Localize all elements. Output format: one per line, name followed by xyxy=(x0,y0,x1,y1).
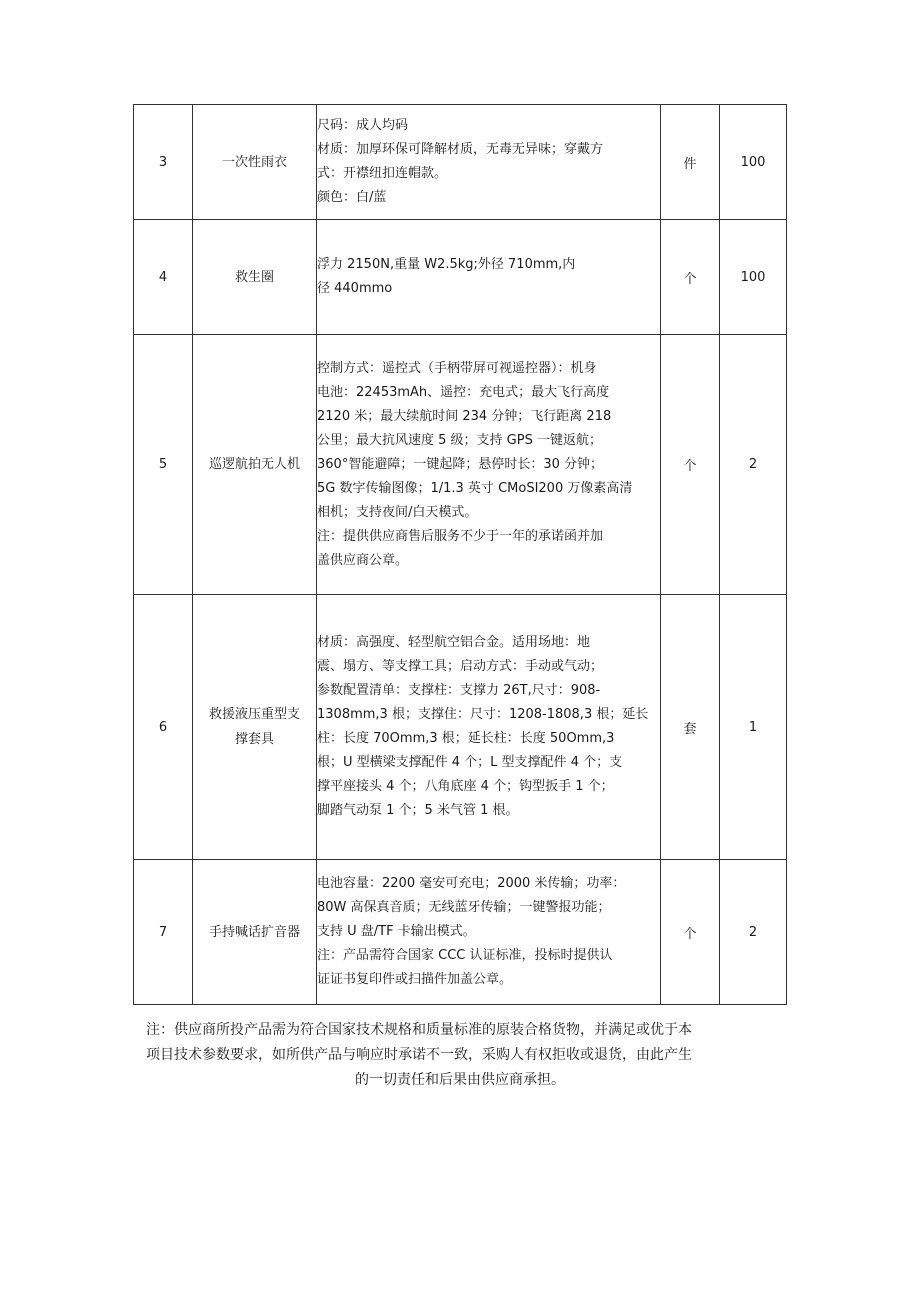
row-index: 7 xyxy=(134,860,193,1005)
spec-line: 2120 米；最大续航时间 234 分钟；飞行距离 218 xyxy=(317,408,612,424)
spec-line: 盖供应商公章。 xyxy=(317,552,409,568)
item-name xyxy=(193,595,317,860)
item-spec xyxy=(317,105,661,220)
item-unit: 件 xyxy=(661,105,720,220)
spec-table xyxy=(133,104,787,1005)
spec-line: 式：开襟纽扣连帽款。 xyxy=(317,166,448,181)
row-index: 4 xyxy=(134,220,193,335)
spec-line: 相机；支持夜间/白天模式。 xyxy=(317,504,478,520)
item-qty: 2 xyxy=(720,335,787,595)
table-row xyxy=(134,595,787,860)
spec-line: 脚踏气动泵 1 个；5 米气管 1 根。 xyxy=(317,803,519,818)
spec-line: 柱：长度 70Omm,3 根；延长柱：长度 50Omm,3 xyxy=(317,731,615,746)
spec-line: 浮力 2150N,重量 W2.5kg;外径 710mm,内 xyxy=(317,257,576,272)
item-spec xyxy=(317,595,661,860)
item-qty: 100 xyxy=(720,105,787,220)
table-row xyxy=(134,105,787,220)
spec-line: 震、塌方、等支撑工具；启动方式：手动或气动； xyxy=(317,659,604,674)
spec-line: 360°智能避障；一键起降；悬停时长：30 分钟； xyxy=(317,456,603,472)
row-index: 3 xyxy=(134,105,193,220)
row-index: 6 xyxy=(134,595,193,860)
item-qty: 100 xyxy=(720,220,787,335)
item-spec xyxy=(317,335,661,595)
spec-line: 参数配置清单：支撑柱：支撑力 26T,尺寸：908- xyxy=(317,683,601,698)
spec-line: 注：产品需符合国家 CCC 认证标准，投标时提供认 xyxy=(317,948,613,963)
table-row xyxy=(134,335,787,595)
row-index: 5 xyxy=(134,335,193,595)
footnote-line: 项目技术参数要求，如所供产品与响应时承诺不一致，采购人有权拒收或退货，由此产生 xyxy=(146,1047,692,1063)
item-unit: 个 xyxy=(661,860,720,1005)
table-row xyxy=(134,860,787,1005)
footnote-line: 注：供应商所投产品需为符合国家技术规格和质量标准的原装合格货物，并满足或优于本 xyxy=(146,1022,692,1038)
spec-line: 尺码：成人均码 xyxy=(317,118,409,133)
item-spec xyxy=(317,220,661,335)
spec-line: 支持 U 盘/TF 卡输出模式。 xyxy=(317,924,476,939)
item-qty: 2 xyxy=(720,860,787,1005)
spec-line: 材质：加厚环保可降解材质，无毒无异味；穿戴方 xyxy=(317,142,604,157)
spec-line: 径 440mmo xyxy=(317,281,393,296)
spec-line: 撑平座接头 4 个；八角底座 4 个；钩型扳手 1 个； xyxy=(317,779,614,794)
item-unit: 个 xyxy=(661,220,720,335)
spec-line: 5G 数字传输图像；1/1.3 英寸 CMoSI200 万像素高清 xyxy=(317,480,633,496)
table-row xyxy=(134,220,787,335)
item-unit: 套 xyxy=(661,595,720,860)
spec-line: 公里；最大抗风速度 5 级；支持 GPS 一键返航； xyxy=(317,432,602,448)
item-name-line: 救援液压重型支 xyxy=(208,707,300,722)
spec-line: 控制方式：遥控式（手柄带屏可视遥控器）：机身 xyxy=(317,360,597,376)
spec-line: 根；U 型横梁支撑配件 4 个；L 型支撑配件 4 个；支 xyxy=(317,755,623,770)
item-qty: 1 xyxy=(720,595,787,860)
spec-line: 颜色：白/蓝 xyxy=(317,190,387,205)
footnote-line: 的一切责任和后果由供应商承担。 xyxy=(355,1072,565,1088)
item-unit: 个 xyxy=(661,335,720,595)
spec-line: 注：提供供应商售后服务不少于一年的承诺函并加 xyxy=(317,528,604,544)
item-name: 救生圈 xyxy=(193,220,317,335)
item-spec xyxy=(317,860,661,1005)
footnote xyxy=(146,1018,774,1093)
item-name: 巡逻航拍无人机 xyxy=(193,335,317,595)
spec-line: 证证书复印件或扫描件加盖公章。 xyxy=(317,972,513,987)
spec-line: 1308mm,3 根；支撑住：尺寸：1208-1808,3 根；延长 xyxy=(317,707,649,722)
item-name: 一次性雨衣 xyxy=(193,105,317,220)
spec-line: 电池：22453mAh、遥控：充电式；最大飞行高度 xyxy=(317,384,610,400)
spec-line: 电池容量：2200 毫安可充电；2000 米传输；功率： xyxy=(317,876,626,891)
spec-line: 材质：高强度、轻型航空铝合金。适用场地：地 xyxy=(317,635,591,650)
item-name-line: 撑套具 xyxy=(234,732,274,747)
spec-line: 80W 高保真音质；无线蓝牙传输；一键警报功能； xyxy=(317,900,611,915)
item-name: 手持喊话扩音器 xyxy=(193,860,317,1005)
